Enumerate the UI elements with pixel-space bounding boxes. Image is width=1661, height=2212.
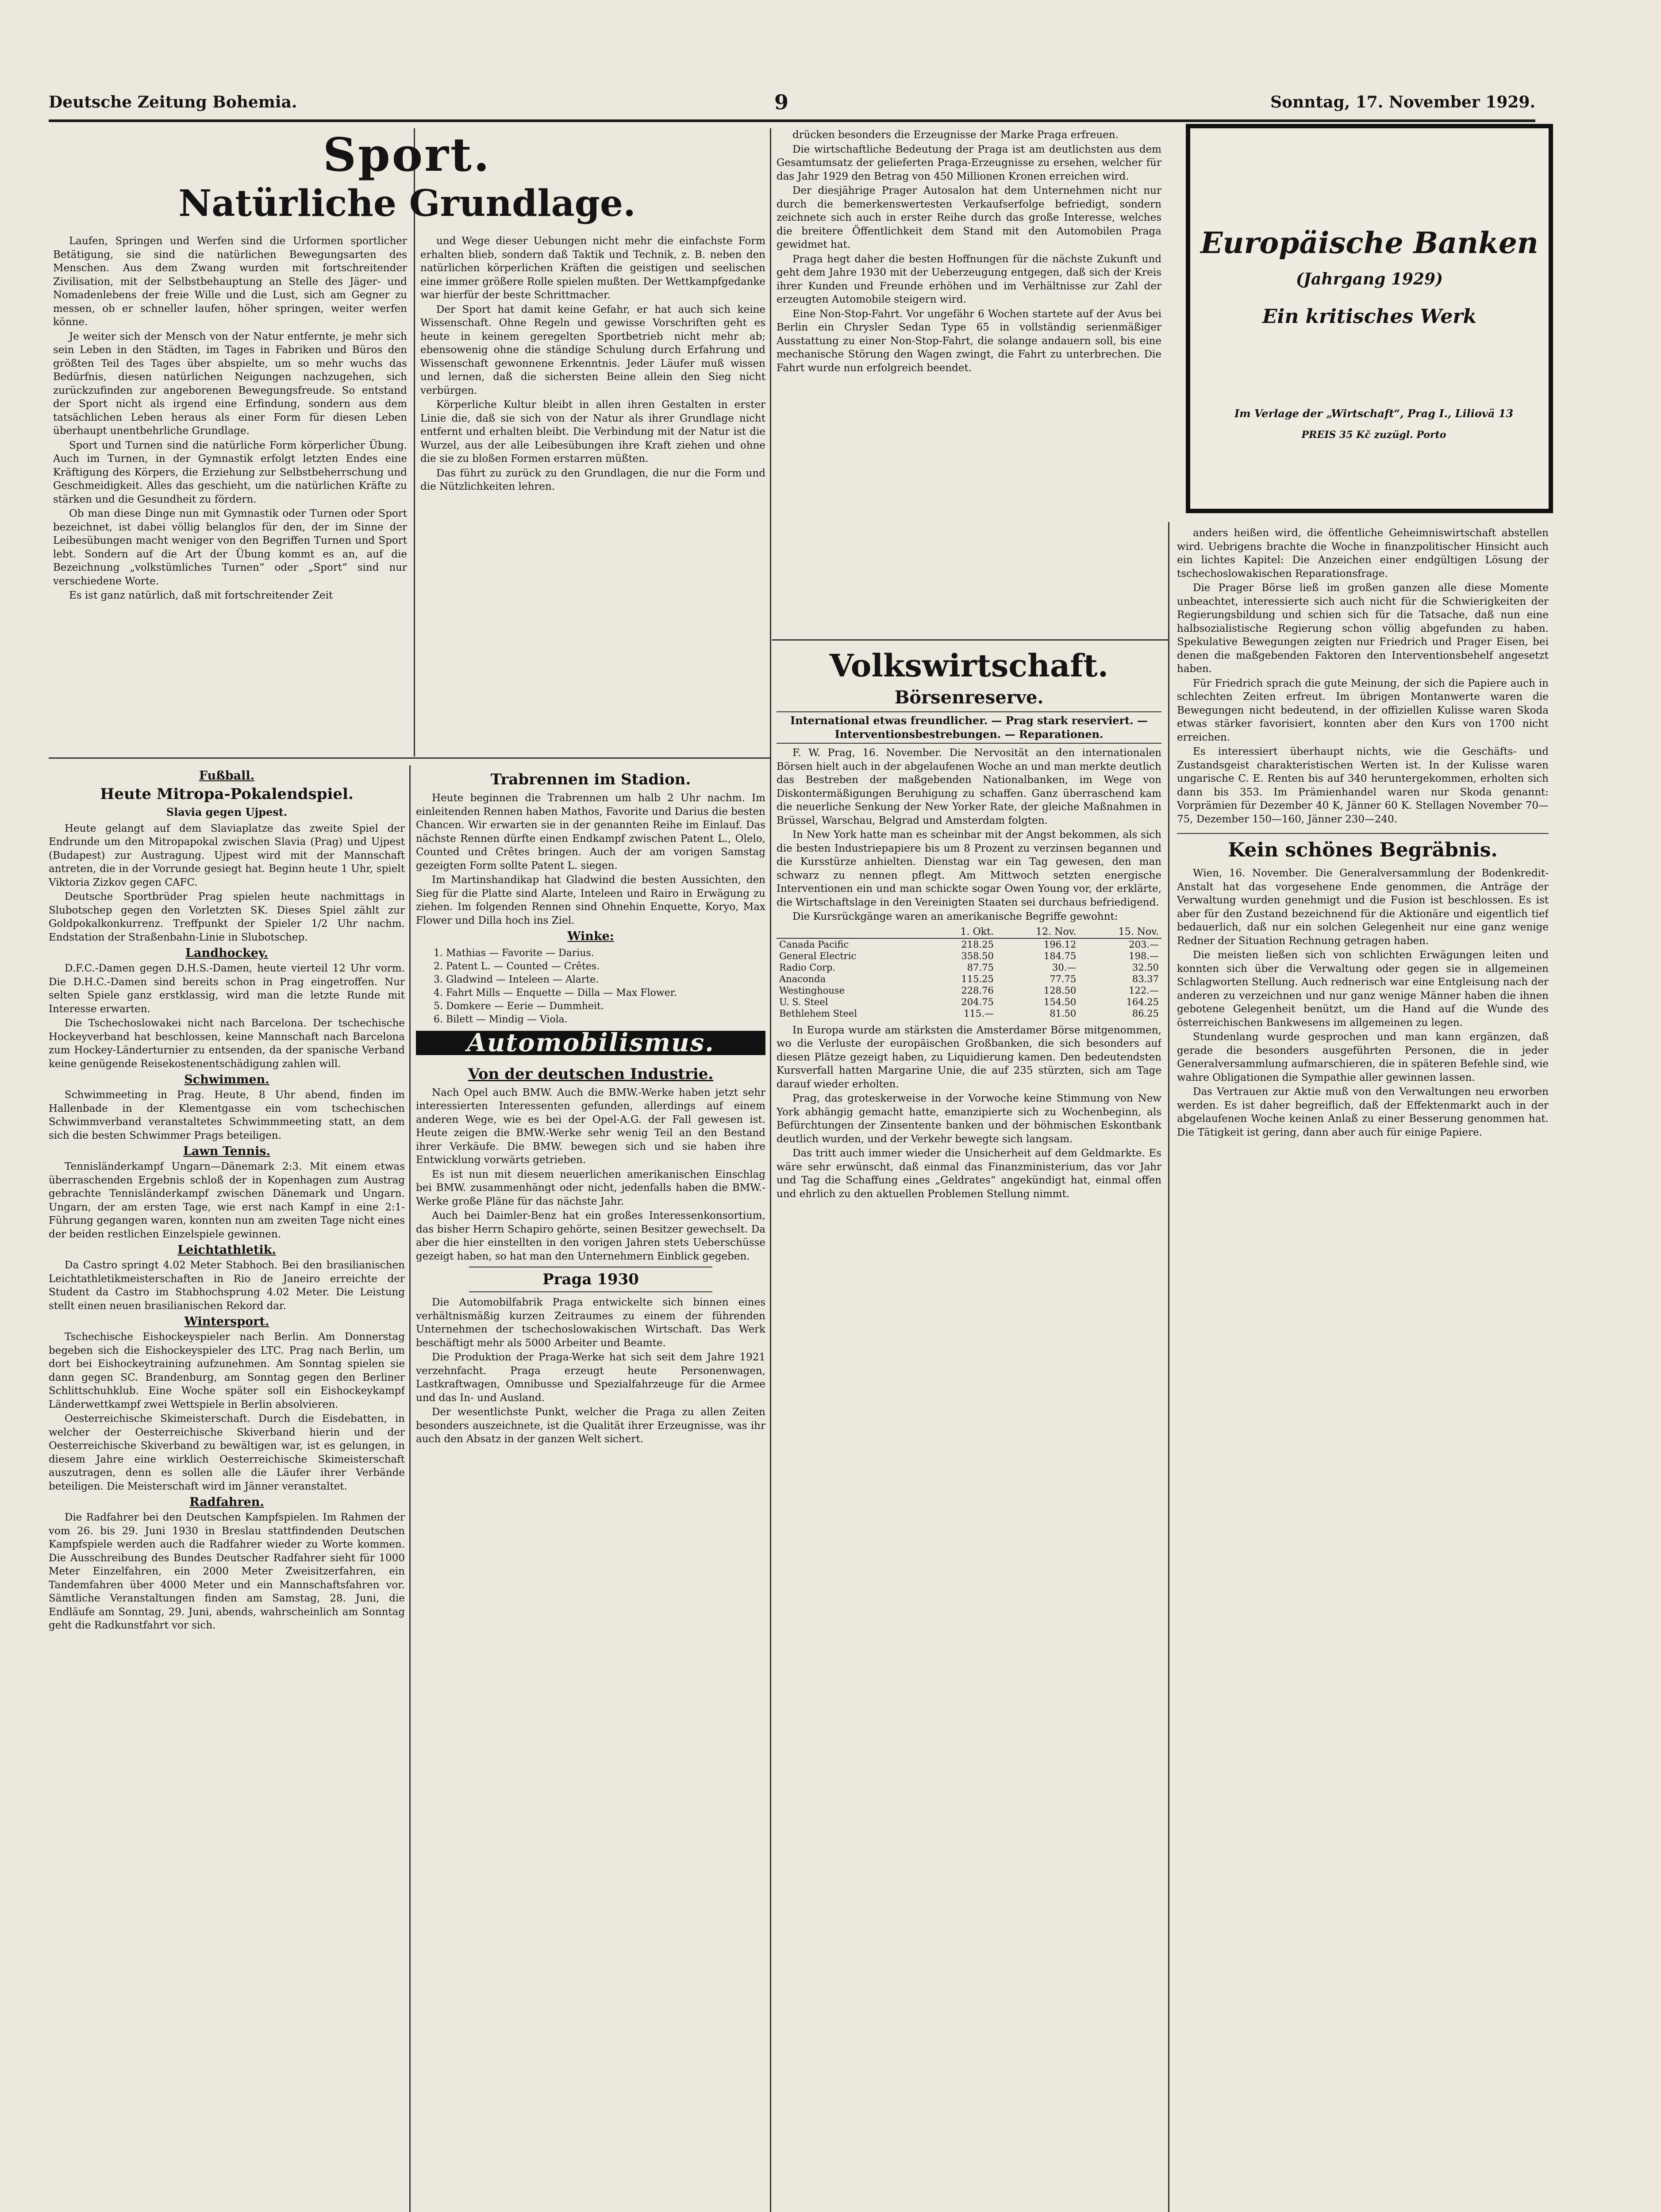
- stock-name: U. S. Steel: [779, 996, 828, 1007]
- list-item: 4. Fahrt Mills — Enquette — Dilla — Max Flower.: [434, 987, 677, 998]
- table-row: [777, 985, 1161, 996]
- paragraph: Die Produktion der Praga-Werke hat sich seit dem Jahre 1921 verzehnfacht. Praga erzeugt heute Personenwagen, Lastkraftwagen, Omnibusse und Spezialfahrzeuge für die Armee und das In- und Ausland.: [416, 1352, 765, 1404]
- stock-value: 122.—: [1129, 985, 1159, 996]
- paragraph: Heute gelangt auf dem Slaviaplatze das zweite Spiel der Endrunde um den Mitropapokal zwischen Slavia (Prag) und Ujpest (Budapest) zur Austragung. Ujpest wird mit der Mannschaft antreten, die in der Vorrunde gesiegt hat. Beginn heute 1 Uhr, spielt Viktoria Zizkov gegen CAFC.: [49, 822, 405, 888]
- column-rule: [1168, 522, 1169, 2212]
- stock-value: 87.75: [967, 962, 994, 973]
- paragraph: Körperliche Kultur bleibt in allen ihren Gestalten in erster Linie die, daß sie sich von der Natur als ihrer Grundlage nicht entfernt und erhalten bleibt. Die Verbindung mit der Natur ist die Wurzel, aus der alle Leibesübungen ihre Kraft ziehen und ohne die sie zu bloßen Formen erstarren müßten.: [420, 399, 765, 465]
- paragraph: Für Friedrich sprach die gute Meinung, der sich die Papiere auch in schlechten Zeiten erfreut. Im übrigen Montanwerte waren die Bewegungen nicht bedeutend, in der offiziellen Kulisse waren Skoda etwas stärker favorisiert, konnten aber den Kurs von 1700 nicht erreichen.: [1177, 677, 1549, 743]
- column-rule: [409, 765, 411, 2212]
- praga-continuation: [777, 128, 1161, 635]
- paragraph: drücken besonders die Erzeugnisse der Marke Praga erfreuen.: [792, 129, 1119, 141]
- paragraph: Ob man diese Dinge nun mit Gymnastik oder Turnen oder Sport bezeichnet, ist dabei völlig belanglos für den, der im Sinne der Leibesübungen macht weniger von den Begriffen Turnen und Sport lebt. Sondern auf die Art der Übung kommt es an, auf die Bezeichnung „volkstümliches Turnen“ oder „Sport“ sind nur verschiedene Worte.: [53, 508, 407, 587]
- paragraph: Das tritt auch immer wieder die Unsicherheit auf dem Geldmarkte. Es wäre sehr erwünscht, daß einmal das Finanzministerium, das vor Jahr und Tag die Schaffung eines „Geldrates“ angekündigt hat, einmal offen und ehrlich zu den aktuellen Problemen Stellung nimmt.: [777, 1148, 1161, 1200]
- stock-name: Canada Pacific: [779, 939, 849, 950]
- paragraph: Es interessiert überhaupt nichts, wie die Geschäfts- und Zustandsgeist charakteristischen Werten ist. In der Kulisse waren ungarische C. E. Renten bis auf 340 heruntergekommen, erholten sich dann bis 353. Im Prämienhandel waren nur Skoda genannt: Vorprämien für Dezember 40 K, Jänner 60 K. Stellagen November 70—75, Dezember 150—160, Jänner 230—240.: [1177, 746, 1549, 825]
- stock-value: 154.50: [1043, 996, 1077, 1007]
- stock-name: Radio Corp.: [779, 962, 836, 973]
- section-heading: Leichtathletik.: [177, 1243, 276, 1257]
- paragraph: In New York hatte man es scheinbar mit der Angst bekommen, als sich die besten Industriepapiere bis um 8 Prozent zu verzinsen begannen und die Kursstürze anhielten. Dienstag war ein Tag gewesen, den man schwarz zu nennen pflegt. Am Mittwoch setzten energische Interventionen ein und man schickte sogar Owen Young vor, der erklärte, die Wirtschaftslage in den Vereinigten Staaten sei durchaus befriedigend.: [777, 829, 1161, 908]
- page-header: [49, 88, 1535, 122]
- paragraph: Wien, 16. November. Die Generalversammlung der Bodenkredit-Anstalt hat das vorgesehene Ende genommen, die Anträge der Verwaltung wurden genehmigt und die Fusion ist beschlossen. Es ist aber für den Zustand bezeichnend für die Aktionäre und eigentlich tief bedauerlich, daß nur ein solchen Gelegenheit nur eine ganz wenige Redner der Situation Rechnung getragen haben.: [1177, 868, 1549, 947]
- column-header: [777, 926, 927, 938]
- tips-heading: Winke:: [567, 929, 614, 943]
- stock-value: 196.12: [1043, 939, 1077, 950]
- paragraph: Die meisten ließen sich von schlichten Erwägungen leiten und konnten sich über die Verwaltung oder gegen sie in allgemeinen Schlagworten Stellung. Auch rednerisch war eine Entgleisung nach der anderen zu verzeichnen und nur ganz wenige Männer haben die ihnen gebotene Gelegenheit benützt, um die Hand auf die Wunde des österreichischen Bankwesens im allgemeinen zu legen.: [1177, 949, 1549, 1029]
- sport-column-2: [420, 234, 765, 752]
- stock-value: 86.25: [1132, 1008, 1159, 1019]
- ad-year: (Jahrgang 1929): [1296, 270, 1443, 288]
- paragraph: Die Automobilfabrik Praga entwickelte sich binnen eines verhältnismäßig kurzen Zeitraumes zu einem der führenden Unternehmen der tschechoslowakischen Wirtschaft. Das Werk beschäftigt mehr als 5000 Arbeiter und Beamte.: [416, 1297, 765, 1349]
- ad-title: Europäische Banken: [1200, 226, 1538, 260]
- column-header: 1. Okt.: [927, 926, 996, 938]
- stock-table: [777, 926, 1161, 1019]
- paragraph: Die Tschechoslowakei nicht nach Barcelona. Der tschechische Hockeyverband hat beschlossen, keine Mannschaft nach Barcelona zum Hockey-Länderturnier zu entsenden, da der spanische Verband keine genügende Reisekostenentschädigung zahlen will.: [49, 1018, 405, 1070]
- stock-name: Anaconda: [779, 973, 826, 984]
- table-row: [777, 973, 1161, 985]
- section-heading: Schwimmen.: [184, 1073, 269, 1087]
- paragraph: Im Martinshandikap hat Gladwind die besten Aussichten, den Sieg für die Platte sind Alarte, Inteleen und Rairo in Erwägung zu ziehen. Im folgenden Rennen sind Ohnehin Enquette, Koryo, Max Flower und Dilla hoch ins Ziel.: [416, 874, 765, 926]
- sports-news-column: [49, 768, 405, 2212]
- automobilismus-section-title: Automobilismus.: [416, 1031, 765, 1055]
- paragraph: Der wesentlichste Punkt, welcher die Praga zu allen Zeiten besonders auszeichnete, ist die Qualität ihrer Erzeugnisse, was ihr auch den Absatz in der ganzen Welt sichert.: [416, 1406, 765, 1445]
- industrie-headline: Von der deutschen Industrie.: [468, 1065, 714, 1083]
- paragraph: Die Kursrückgänge waren an amerikanische Begriffe gewohnt:: [792, 911, 1118, 922]
- paragraph: Die Radfahrer bei den Deutschen Kampfspielen. Im Rahmen der vom 26. bis 29. Juni 1930 in Breslau stattfindenden Deutschen Kampfspiele werden auch die Radfahrer wieder zu Worte kommen. Die Ausschreibung des Bundes Deutscher Radfahrer sieht für 1000 Meter Einzelfahren, ein 2000 Meter Zweisitzerfahren, ein Tandemfahren über 4000 Meter und ein Mannschaftsfahren vor. Sämtliche Veranstaltungen finden am Samstag, 28. Juni, die Endläufe am Sonntag, 29. Juni, abends, wahrscheinlich am Sonntag geht die Radkunstfahrt vor sich.: [49, 1512, 405, 1631]
- stock-name: General Electric: [779, 950, 857, 961]
- ad-publisher: Im Verlage der „Wirtschaft“, Prag I., Liliovä 13: [1234, 407, 1514, 420]
- stock-value: 81.50: [1050, 1008, 1077, 1019]
- paragraph: Schwimmeeting in Prag. Heute, 8 Uhr abend, finden im Hallenbade in der Klementgasse ein vom tschechischen Schwimmverband veranstaltetes Schwimmmeeting statt, an dem sich die besten Schwimmer Prags beteiligen.: [49, 1089, 405, 1141]
- tips-list: [434, 947, 765, 1026]
- list-item: 6. Bilett — Mindig — Viola.: [434, 1014, 568, 1025]
- stock-value: 83.37: [1132, 973, 1159, 984]
- mitropa-deck: Slavia gegen Ujpest.: [166, 806, 288, 818]
- page-number: 9: [774, 90, 789, 114]
- begraebnis-headline: Kein schönes Begräbnis.: [1177, 833, 1549, 862]
- stock-value: 128.50: [1043, 985, 1077, 996]
- paragraph: Es ist ganz natürlich, daß mit fortschreitender Zeit: [69, 590, 333, 601]
- list-item: 5. Domkere — Eerie — Dummheit.: [434, 1001, 604, 1012]
- ad-price: PREIS 35 Kč zuzügl. Porto: [1301, 429, 1446, 441]
- paragraph: D.F.C.-Damen gegen D.H.S.-Damen, heute vierteil 12 Uhr vorm. Die D.H.C.-Damen sind bereits schon in Prag eingetroffen. Nur selten Spiele ganz erstklassig, wird man die letzte Runde mit Interesse erwarten.: [49, 963, 405, 1015]
- book-advertisement: [1186, 124, 1553, 513]
- paragraph: anders heißen wird, die öffentliche Geheimniswirtschaft abstellen wird. Uebrigens brachte die Woche in finanzpolitischer Hinsicht auch ein lichtes Kapitel: Die Anzeichen einer endgültigen Lösung der tschechoslowakischen Reparationsfrage.: [1177, 527, 1549, 580]
- column-header: 12. Nov.: [996, 926, 1079, 938]
- stock-value: 164.25: [1126, 996, 1159, 1007]
- paragraph: Der diesjährige Prager Autosalon hat dem Unternehmen nicht nur durch die bemerkenswertesten Verkaufserfolge befriedigt, sondern zeichnete sich auch in erster Reihe durch das große Interesse, welches die breitere Öffentlichkeit dem Stand mit den Automobilen Praga gewidmet hat.: [777, 185, 1161, 250]
- table-row: [777, 996, 1161, 1008]
- section-heading: Fußball.: [199, 769, 255, 783]
- paragraph: In Europa wurde am stärksten die Amsterdamer Börse mitgenommen, wo die Verluste der europäischen Großbanken, die sich besonders auf diesen Plätze gezeigt haben, zu Liquidierung kamen. Den bedeutendsten Kursverfall hatten Margarine Unie, die auf 235 stürzten, sich am Tage darauf wieder erholten.: [777, 1024, 1161, 1090]
- paragraph: Heute beginnen die Trabrennen um halb 2 Uhr nachm. Im einleitenden Rennen haben Mathos, Favorite und Darius die besten Chancen. Wir erwarten sie in der genannten Reihe im Einlauf. Das nächste Rennen dürfte einen Endkampf zwischen Patent L., Olelo, Counted und Crêtes bringen. Auch der am vorigen Samstag gezeigten Form sollte Patent L. siegen.: [416, 792, 765, 872]
- economy-section-title: Volkswirtschaft.: [829, 647, 1109, 684]
- stock-value: 77.75: [1050, 973, 1077, 984]
- list-item: 1. Mathias — Favorite — Darius.: [434, 948, 594, 959]
- newspaper-name: Deutsche Zeitung Bohemia.: [49, 93, 297, 111]
- table-row: [777, 938, 1161, 950]
- paragraph: Auch bei Daimler-Benz hat ein großes Interessenkonsortium, das bisher Herrn Schapiro gehörte, seinen Besitzer gewechselt. Da aber die hier einstellten in den vorigen Jahren stets Ueberschüsse gezeigt haben, so hat man den Unternehmern Einblick gegeben.: [416, 1210, 765, 1262]
- stock-value: 218.25: [961, 939, 994, 950]
- paragraph: Deutsche Sportbrüder Prag spielen heute nachmittags in Slubotschep gegen den Vorletzten SK. Dieses Spiel zählt zur Goldpokalkonkurrenz. Treffpunkt der Spieler 1/2 Uhr nachm. Endstation der Straßenbahn-Linie in Slubotschep.: [49, 891, 405, 943]
- paragraph: Stundenlang wurde gesprochen und man kann ergänzen, daß gerade die besonders ausgeführten Personen, die in jeder Generalversammlung aufmarschieren, die in späteren Befehle sind, wie wahre Obligationen die Sympathie aller gewinnen lassen.: [1177, 1031, 1549, 1083]
- right-column: [1177, 526, 1549, 2212]
- section-heading: Wintersport.: [184, 1315, 269, 1329]
- stock-value: 30.—: [1052, 962, 1077, 973]
- paragraph: Es ist nun mit diesem neuerlichen amerikanischen Einschlag bei BMW. zusammenhängt oder nicht, jedenfalls haben die BMW.-Werke große Pläne für das nächste Jahr.: [416, 1168, 765, 1207]
- stock-value: 358.50: [961, 950, 994, 961]
- section-rule: [772, 639, 1168, 641]
- paragraph: Oesterreichische Skimeisterschaft. Durch die Eisdebatten, in welcher der Oesterreichische Skiverband hierin und der Oesterreichische Skiverband zu bewältigen war, ist es gelungen, in diesem Jahre eine wirklich Oesterreichische Skimeisterschaft auszutragen, denn es sollen alle die Läufer ihrer Verbände beteiligen. Die Meisterschaft wird im Jänner veranstaltet.: [49, 1413, 405, 1492]
- section-heading: Landhockey.: [185, 946, 268, 960]
- stock-name: Westinghouse: [779, 985, 845, 996]
- stock-value: 198.—: [1129, 950, 1159, 961]
- paragraph: F. W. Prag, 16. November. Die Nervosität an den internationalen Börsen hielt auch in der abgelaufenen Woche an und man merkte deutlich das Bestreben der maßgebenden Nationalbanken, im Wege von Diskontermäßigungen Beruhigung zu schaffen. Ganz überraschend kam die neuerliche Senkung der New Yorker Rate, der gleiche Maßnahmen in Brüssel, Warschau, Belgrad und Amsterdam folgten.: [777, 747, 1161, 826]
- paragraph: Die wirtschaftliche Bedeutung der Praga ist am deutlichsten aus dem Gesamtumsatz der gelieferten Praga-Erzeugnisse zu ersehen, welcher für das Jahr 1929 den Betrag von 450 Millionen Kronen erreichen wird.: [777, 143, 1161, 182]
- stock-value: 204.75: [961, 996, 994, 1007]
- stock-value: 228.76: [961, 985, 994, 996]
- stock-value: 184.75: [1043, 950, 1077, 961]
- issue-date: Sonntag, 17. November 1929.: [1270, 93, 1535, 111]
- table-header-row: [777, 926, 1161, 938]
- middle-column: [416, 768, 765, 2212]
- table-row: [777, 1008, 1161, 1019]
- stock-value: 115.25: [961, 973, 994, 984]
- section-rule: [49, 757, 770, 759]
- section-heading: Lawn Tennis.: [183, 1144, 271, 1158]
- trabrennen-headline: Trabrennen im Stadion.: [490, 771, 691, 788]
- paragraph: Praga hegt daher die besten Hoffnungen für die nächste Zukunft und geht dem Jahre 1930 mit der Ueberzeugung entgegen, daß sich der Kreis ihrer Kunden und Freunde erhöhen und im Verhältnisse zur Zahl der erzeugten Automobile steigern wird.: [777, 253, 1161, 305]
- list-item: 3. Gladwind — Inteleen — Alarte.: [434, 974, 599, 985]
- paragraph: Nach Opel auch BMW. Auch die BMW.-Werke haben jetzt sehr interessierten Interessenten gefunden, allerdings auf einem anderen Wege, wie es bei der Opel-A.G. der Fall gewesen ist. Heute zeigen die BMW.-Werke sehr wenig Teil an den Bestand ihrer Verkäufe. Die BMW. bewegen sich und sie haben ihre Entwicklung vorwärts getrieben.: [416, 1087, 765, 1166]
- table-row: [777, 962, 1161, 973]
- praga-headline: Praga 1930: [469, 1267, 712, 1292]
- list-item: 2. Patent L. — Counted — Crêtes.: [434, 961, 600, 972]
- sport-column-1: [53, 234, 407, 752]
- ad-subtitle: Ein kritisches Werk: [1262, 305, 1477, 328]
- stock-value: 32.50: [1132, 962, 1159, 973]
- paragraph: Prag, das groteskerweise in der Vorwoche keine Stimmung von New York abhängig gemacht hatte, emanzipierte sich zu Wochenbeginn, als Befürchtungen der Zinsentente banken und der böhmischen Eskontbank deutlich wurden, und der Verkehr bewegte sich langsam.: [777, 1093, 1161, 1145]
- paragraph: Tennisländerkampf Ungarn—Dänemark 2:3. Mit einem etwas überraschenden Ergebnis schloß der in Kopenhagen zum Austrag gebrachte Tennisländerkampf zwischen Dänemark und Ungarn. Ungarn, der am ersten Tage, wie erst nach Kampf in eine 2:1-Führung gegangen waren, konnten nun am zweiten Tage nicht eines der beiden restlichen Einzelspiele gewinnen.: [49, 1161, 405, 1240]
- paragraph: Der Sport hat damit keine Gefahr, er hat auch sich keine Wissenschaft. Ohne Regeln und gewisse Vorschriften geht es heute in keinem geregelten Sportbetrieb nicht mehr ab; ebensowenig ohne die ständige Schulung durch Erfahrung und Wissenschaft gewonnene Erkenntnis. Jeder Läufer muß wissen und lernen, daß die sichersten Beine allein den Sieg nicht verbürgen.: [420, 303, 765, 396]
- stock-name: Bethlehem Steel: [779, 1008, 857, 1019]
- paragraph: Das führt zu zurück zu den Grundlagen, die nur die Form und die Nützlichkeiten lehren.: [420, 467, 765, 492]
- paragraph: Tschechische Eishockeyspieler nach Berlin. Am Donnerstag begeben sich die Eishockeyspieler des LTC. Prag nach Berlin, um dort bei Eishockeytraining aufzunehmen. Am Sonntag spielen sie dann gegen SC. Brandenburg, am Sonntag gegen den Berliner Schlittschuhklub. Eine Woche später soll ein Eishockeykampf Länderwettkampf zwei Wettspiele in Berlin absolvieren.: [49, 1331, 405, 1410]
- paragraph: Da Castro springt 4.02 Meter Stabhoch. Bei den brasilianischen Leichtathletikmeisterschaften in Rio de Janeiro erreichte der Student da Castro im Stabhochsprung 4.02 Meter. Die Leistung stellt einen neuen brasilianischen Rekord dar.: [49, 1260, 405, 1312]
- stock-value: 115.—: [964, 1008, 994, 1019]
- paragraph: Die Prager Börse ließ im großen ganzen alle diese Momente unbeachtet, interessierte sich auch nicht für die Schwierigkeiten der Regierungsbildung und schien sich für die Tatsache, daß nun eine halbsozialistische Regierung schon völlig abgefunden zu haben. Spekulative Bewegungen zeigten nur Friedrich und Prager Eisen, bei denen die maßgebenden Faktoren den Interventionsbehelf angesetzt haben.: [1177, 582, 1549, 675]
- paragraph: und Wege dieser Uebungen nicht mehr die einfachste Form erhalten blieb, sondern daß Taktik und Technik, z. B. neben den natürlichen körperlichen Kräften die geistigen und seelischen eine immer größere Rolle spielen mußten. Der Wettkampfgedanke war hierfür der beste Schrittmacher.: [420, 235, 765, 301]
- section-heading: Radfahren.: [189, 1495, 264, 1509]
- mitropa-headline: Heute Mitropa-Pokalendspiel.: [100, 785, 354, 803]
- boerse-headline: Börsenreserve.: [894, 687, 1044, 708]
- volkswirtschaft-article: [777, 646, 1161, 2212]
- paragraph: Sport und Turnen sind die natürliche Form körperlicher Übung. Auch im Turnen, in der Gymnastik erfolgt letzten Endes eine Kräftigung des Körpers, die Erziehung zur Selbstbeherrschung und Geschmeidigkeit. Alles das geschieht, um die natürlichen Kräfte zu stärken und die Gesundheit zu fördern.: [53, 439, 407, 505]
- paragraph: Eine Non-Stop-Fahrt. Vor ungefähr 6 Wochen startete auf der Avus bei Berlin ein Chrysler Sedan Type 65 in vollständig serienmäßiger Ausstattung zu einer Non-Stop-Fahrt, die solange andauern soll, bis eine mechanische Störung den Wagen zwingt, die Fahrt zu unterbrechen. Die Fahrt wurde nun erfolgreich beendet.: [777, 308, 1161, 374]
- sport-section-title: Sport.: [323, 128, 492, 182]
- column-header: 15. Nov.: [1079, 926, 1161, 938]
- paragraph: Laufen, Springen und Werfen sind die Urformen sportlicher Betätigung, sie sind die natürlichen Bewegungsarten des Menschen. Aus dem Zwang wurden mit fortschreitender Zivilisation, mit der Selbstbehauptung an Stelle des Jäger- und Nomadenlebens der freie Wille und die Lust, sich am Gegner zu messen, ob er schneller laufen, höher springen, weiter werfen könne.: [53, 235, 407, 328]
- table-row: [777, 950, 1161, 962]
- sport-headline: Natürliche Grundlage.: [178, 182, 636, 225]
- boerse-deck: International etwas freundlicher. — Prag stark reserviert. — Interventionsbestrebungen. — Reparationen.: [777, 711, 1161, 744]
- stock-value: 203.—: [1129, 939, 1159, 950]
- paragraph: Das Vertrauen zur Aktie muß von den Verwaltungen neu erworben werden. Es ist daher begreiflich, daß der Effektenmarkt auch in der abgelaufenen Woche keinen Anlaß zu einer Besserung genommen hat. Die Tätigkeit ist gering, dann aber auch für einige Papiere.: [1177, 1086, 1549, 1138]
- column-rule: [770, 128, 771, 2212]
- paragraph: Je weiter sich der Mensch von der Natur entfernte, je mehr sich sein Leben in den Städten, im Tages in Fabriken und Büros den größten Teil des Tages über abspielte, um so mehr wuchs das Bedürfnis, diesen natürlichen Neigungen nachzugehen, sich zurückzufinden zur angeborenen Bewegungsfreude. So entstand der Sport nicht als irgend eine Erfindung, sondern aus dem tatsächlichen Leben heraus als einer Form für diesen Leben überhaupt unentbehrliche Grundlage.: [53, 330, 407, 437]
